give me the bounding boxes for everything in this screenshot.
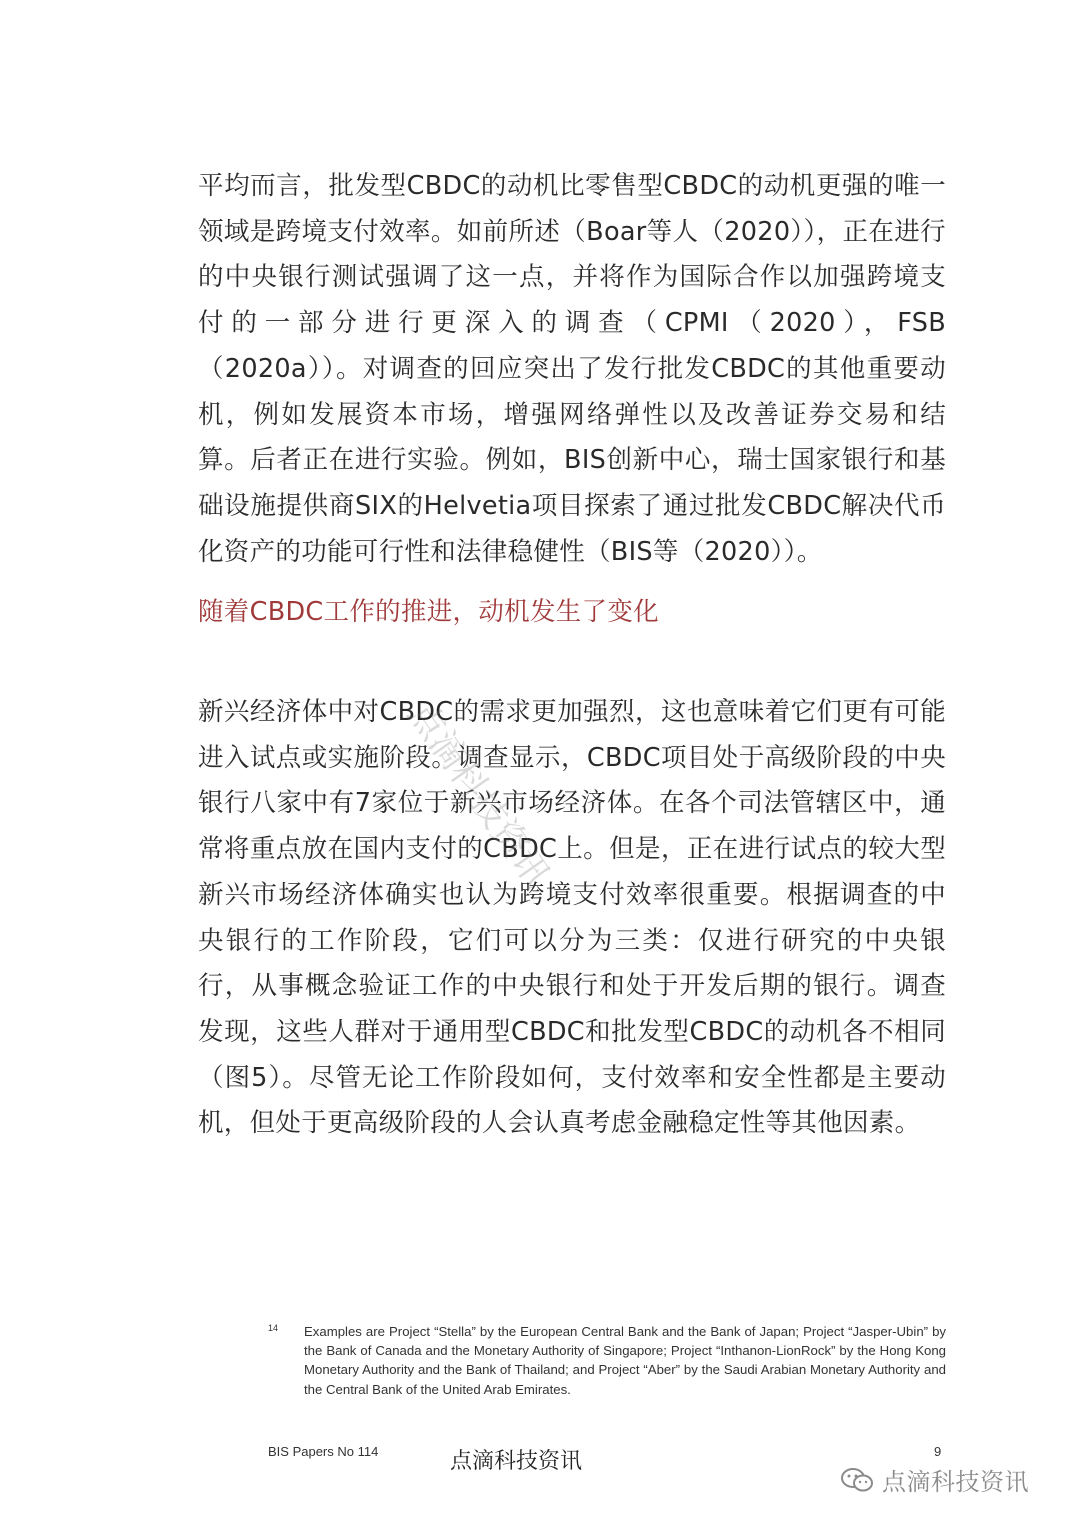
footer-publication: BIS Papers No 114 bbox=[268, 1444, 379, 1459]
page-number: 9 bbox=[934, 1444, 942, 1459]
wechat-watermark bbox=[840, 1462, 1029, 1497]
section-heading: 随着CBDC工作的推进，动机发生了变化 bbox=[198, 597, 659, 627]
center-watermark: 点滴科技资讯 bbox=[399, 694, 558, 896]
footer-brand: 点滴科技资讯 bbox=[450, 1449, 583, 1474]
wechat-icon bbox=[840, 1467, 874, 1493]
footnote-text: Examples are Project “Stella” by the European Central Bank and the Bank of Japan; Project “Jasper-Ubin” by the Bank of Canada and the Monetary Authority of Singapore; Project “Inthanon-LionRock” by the Hong Kong Monetary Authority and the Bank of Thailand; and Project “Aber” by the Saudi Arabian Monetary Authority and the Central Bank of the United Arab Emirates. bbox=[304, 1324, 946, 1397]
body-paragraph-1: 平均而言，批发型CBDC的动机比零售型CBDC的动机更强的唯一领域是跨境支付效率。如前所述（Boar等人（2020）），正在进行的中央银行测试强调了这一点，并将作为国际合作以加强跨境支付的一部分进行更深入的调查（CPMI（2020），FSB（2020a））。对调查的回应突出了发行批发CBDC的其他重要动机，例如发展资本市场，增强网络弹性以及改善证券交易和结算。后者正在进行实验。例如，BIS创新中心，瑞士国家银行和基础设施提供商SIX的Helvetia项目探索了通过批发CBDC解决代币化资产的功能可行性和法律稳健性（BIS等（2020））。 bbox=[198, 171, 946, 567]
wechat-label: 点滴科技资讯 bbox=[882, 1468, 1029, 1496]
footnote-number: 14 bbox=[268, 1323, 279, 1333]
body-paragraph-2: 新兴经济体中对CBDC的需求更加强烈，这也意味着它们更有可能进入试点或实施阶段。调查显示，CBDC项目处于高级阶段的中央银行八家中有7家位于新兴市场经济体。在各个司法管辖区中，通常将重点放在国内支付的CBDC上。但是，正在进行试点的较大型新兴市场经济体确实也认为跨境支付效率很重要。根据调查的中央银行的工作阶段，它们可以分为三类：仅进行研究的中央银行，从事概念验证工作的中央银行和处于开发后期的银行。调查发现，这些人群对于通用型CBDC和批发型CBDC的动机各不相同（图5）。尽管无论工作阶段如何，支付效率和安全性都是主要动机，但处于更高级阶段的人会认真考虑金融稳定性等其他因素。 bbox=[198, 697, 946, 1139]
footnote bbox=[268, 1322, 946, 1399]
